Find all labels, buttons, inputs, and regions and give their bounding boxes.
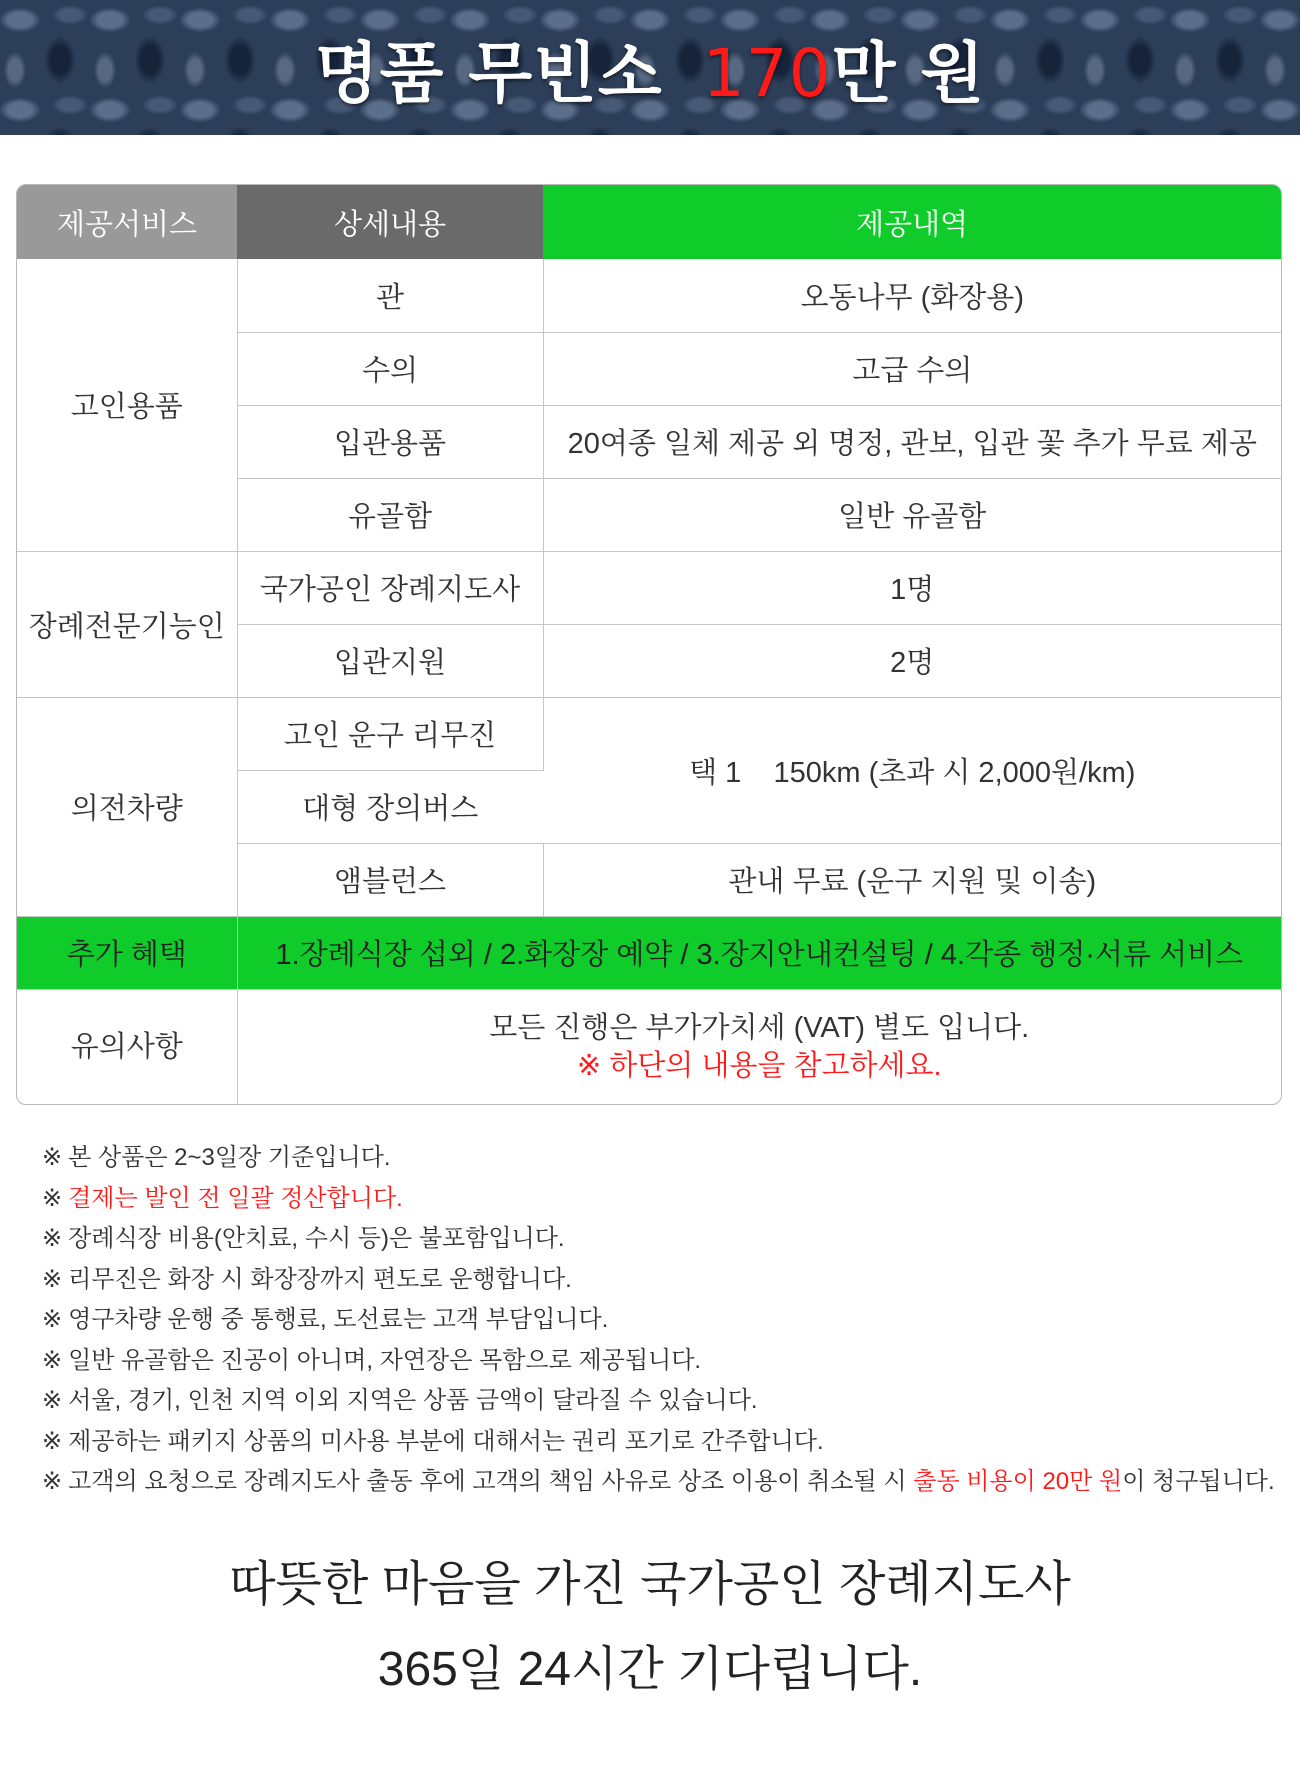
note-text: 영구차량 운행 중 통행료, 도선료는 고객 부담입니다.	[68, 1306, 609, 1333]
note-text: 이 청구됩니다.	[1122, 1468, 1275, 1495]
notes-list	[42, 1138, 1292, 1503]
note-item	[42, 1300, 1292, 1341]
notice-reference-text: ※ 하단의 내용을 참고하세요.	[576, 1049, 942, 1082]
note-text: 장례식장 비용(안치료, 수시 등)은 불포함입니다.	[68, 1225, 565, 1252]
header-detail: 상세내용	[237, 185, 543, 259]
note-item	[42, 1422, 1292, 1463]
closing-line-1: 따뜻한 마음을 가진 국가공인 장례지도사	[229, 1558, 1071, 1611]
product-name: 명품 무빈소	[314, 35, 663, 112]
benefit-label: 추가 혜택	[17, 916, 237, 989]
notice-vat-text: 모든 진행은 부가가치세 (VAT) 별도 입니다.	[489, 1011, 1030, 1044]
detail-cell: 대형 장의버스	[237, 770, 543, 843]
note-item	[42, 1341, 1292, 1382]
provided-cell: 오동나무 (화장용)	[543, 259, 1281, 332]
provided-cell: 관내 무료 (운구 지원 및 이송)	[543, 843, 1281, 916]
detail-cell: 고인 운구 리무진	[237, 697, 543, 770]
group-label-staff: 장례전문기능인	[17, 551, 237, 697]
header-provided: 제공내역	[543, 185, 1281, 259]
detail-cell: 관	[237, 259, 543, 332]
detail-cell: 앰블런스	[237, 843, 543, 916]
note-item	[42, 1219, 1292, 1260]
table-row	[17, 697, 1281, 770]
note-text: 서울, 경기, 인천 지역 이외 지역은 상품 금액이 달라질 수 있습니다.	[68, 1387, 758, 1414]
provided-cell: 고급 수의	[543, 332, 1281, 405]
reference-mark: ※	[42, 1144, 63, 1171]
provided-cell: 20여종 일체 제공 외 명정, 관보, 입관 꽃 추가 무료 제공	[543, 405, 1281, 478]
reference-mark: ※	[42, 1184, 63, 1212]
benefit-text: 1.장례식장 섭외 / 2.화장장 예약 / 3.장지안내컨설팅 / 4.각종 행정·서류 서비스	[237, 916, 1281, 989]
provided-cell-vehicle-choice: 택 1 150km (초과 시 2,000원/km)	[543, 697, 1281, 843]
service-table	[16, 184, 1282, 1105]
product-price: 170	[702, 35, 832, 112]
provided-cell: 1명	[543, 551, 1281, 624]
provided-cell: 일반 유골함	[543, 478, 1281, 551]
table-row	[17, 551, 1281, 624]
reference-mark: ※	[42, 1265, 63, 1293]
provided-cell: 2명	[543, 624, 1281, 697]
detail-cell: 유골함	[237, 478, 543, 551]
detail-cell: 수의	[237, 332, 543, 405]
detail-cell: 입관용품	[237, 405, 543, 478]
note-item	[42, 1179, 1292, 1220]
group-label-vehicles: 의전차량	[17, 697, 237, 916]
note-item	[42, 1138, 1292, 1179]
price-unit: 만 원	[831, 35, 986, 112]
table-header-row	[17, 185, 1281, 259]
notice-row	[17, 989, 1281, 1104]
note-text: 본 상품은 2~3일장 기준입니다.	[68, 1144, 391, 1171]
reference-mark: ※	[42, 1427, 63, 1455]
notice-label: 유의사항	[17, 989, 237, 1104]
detail-cell: 국가공인 장례지도사	[237, 551, 543, 624]
note-item	[42, 1462, 1292, 1503]
note-item	[42, 1381, 1292, 1422]
notice-content	[237, 989, 1281, 1104]
group-label-deceased-items: 고인용품	[17, 259, 237, 551]
note-text: 리무진은 화장 시 화장장까지 편도로 운행합니다.	[68, 1265, 572, 1293]
note-text: 일반 유골함은 진공이 아니며, 자연장은 목함으로 제공됩니다.	[68, 1346, 702, 1374]
reference-mark: ※	[42, 1306, 63, 1333]
reference-mark: ※	[42, 1346, 63, 1374]
table-row	[17, 259, 1281, 332]
header-service: 제공서비스	[17, 185, 237, 259]
closing-line-2: 365일 24시간 기다립니다.	[377, 1643, 923, 1696]
note-text: 고객의 요청으로 장례지도사 출동 후에 고객의 책임 사유로 상조 이용이 취소될 시	[68, 1468, 914, 1495]
note-emphasis: 출동 비용이 20만 원	[913, 1468, 1123, 1495]
note-text: 결제는 발인 전 일괄 정산합니다.	[68, 1184, 403, 1212]
detail-cell: 입관지원	[237, 624, 543, 697]
note-text: 제공하는 패키지 상품의 미사용 부분에 대해서는 권리 포기로 간주합니다.	[68, 1427, 824, 1455]
reference-mark: ※	[42, 1387, 63, 1414]
reference-mark: ※	[42, 1225, 63, 1252]
note-item	[42, 1260, 1292, 1301]
title-banner	[0, 0, 1300, 135]
benefit-row	[17, 916, 1281, 989]
banner-title	[315, 20, 985, 115]
reference-mark: ※	[42, 1468, 63, 1495]
